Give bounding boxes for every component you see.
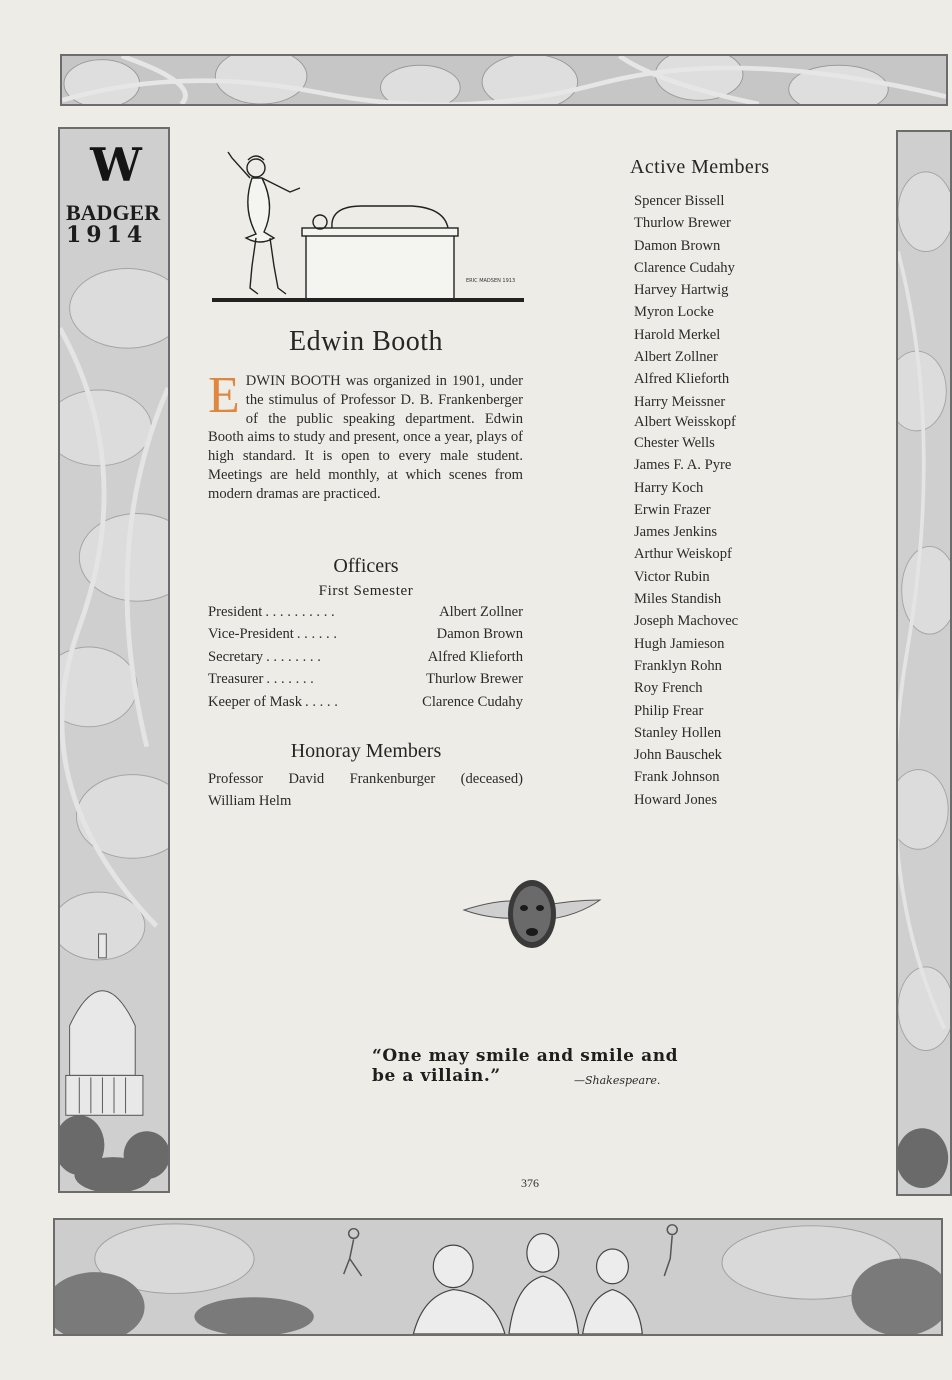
officer-row bbox=[208, 669, 523, 692]
leaf-pattern-icon bbox=[62, 56, 946, 104]
active-member: Chester Wells bbox=[634, 434, 715, 451]
officers-list bbox=[208, 601, 523, 714]
active-member: Miles Standish bbox=[634, 591, 722, 608]
emblem-year: 1914 bbox=[66, 222, 148, 248]
active-member: Howard Jones bbox=[634, 791, 718, 808]
active-member: Erwin Frazer bbox=[634, 501, 711, 518]
active-member: Franklyn Rohn bbox=[634, 657, 722, 674]
officer-name: Albert Zollner bbox=[439, 603, 523, 620]
quote-attribution: —Shakespeare. bbox=[574, 1074, 661, 1087]
officer-role: Secretary bbox=[208, 648, 264, 665]
emblem-letter: W bbox=[90, 138, 142, 192]
active-member: Victor Rubin bbox=[634, 568, 710, 585]
active-member: Albert Weisskopf bbox=[634, 413, 736, 430]
officer-role: Vice-President bbox=[208, 626, 294, 643]
officer-row bbox=[208, 691, 523, 714]
officer-dots: . . . . . . . . . . bbox=[265, 603, 335, 620]
officers-heading: Officers bbox=[333, 555, 399, 577]
officer-role: Keeper of Mask bbox=[208, 693, 303, 710]
active-member: Damon Brown bbox=[634, 237, 721, 254]
right-decorative-border bbox=[896, 130, 952, 1196]
officer-row bbox=[208, 646, 523, 669]
officer-dots: . . . . . bbox=[305, 693, 338, 710]
honorary-members-heading: Honoray Members bbox=[290, 740, 442, 762]
capitol-dome-icon bbox=[60, 129, 168, 1191]
active-member: John Bauschek bbox=[634, 747, 722, 764]
active-member: Frank Johnson bbox=[634, 769, 720, 786]
officer-name: Alfred Klieforth bbox=[427, 648, 523, 665]
active-member: Clarence Cudahy bbox=[634, 259, 735, 276]
cloud-pattern-icon bbox=[898, 132, 950, 1194]
officer-name: Thurlow Brewer bbox=[426, 671, 523, 688]
semester-heading: First Semester bbox=[318, 583, 414, 599]
active-member: Spencer Bissell bbox=[634, 193, 725, 209]
active-members-list bbox=[634, 190, 834, 811]
officer-row bbox=[208, 624, 523, 647]
active-member: Roy French bbox=[634, 680, 703, 697]
left-decorative-border bbox=[58, 127, 170, 1193]
active-member: Joseph Machovec bbox=[634, 613, 739, 630]
active-member: Harry Meissner bbox=[634, 393, 726, 410]
active-member: James Jenkins bbox=[634, 524, 718, 541]
active-members-heading: Active Members bbox=[630, 156, 770, 178]
honorary-member: Professor David Frankenburger (deceased) bbox=[208, 771, 523, 787]
officer-name: Damon Brown bbox=[436, 626, 523, 643]
illustration-signature: ERIC MADSEN 1913 bbox=[466, 278, 516, 284]
top-decorative-border bbox=[60, 54, 948, 106]
officer-row bbox=[208, 601, 523, 624]
active-member: Stanley Hollen bbox=[634, 724, 722, 741]
officer-dots: . . . . . . bbox=[296, 626, 337, 643]
drop-cap-letter: E bbox=[208, 367, 240, 424]
quote-text: “One may smile and smile and be a villain.” bbox=[372, 1046, 679, 1086]
active-member: Harry Koch bbox=[634, 479, 704, 496]
active-member: Alfred Klieforth bbox=[634, 371, 730, 388]
active-member: Myron Locke bbox=[634, 304, 714, 321]
page-number: 376 bbox=[521, 1176, 539, 1190]
actor-illustration-icon bbox=[212, 148, 524, 308]
active-member: Arthur Weiskopf bbox=[634, 546, 732, 563]
club-introduction bbox=[208, 367, 523, 504]
honorary-members-list bbox=[208, 768, 523, 812]
active-member: Philip Frear bbox=[634, 702, 704, 719]
tennis-scene-icon bbox=[55, 1220, 941, 1334]
honorary-member: William Helm bbox=[208, 793, 292, 809]
emblem-name: BADGER bbox=[66, 200, 161, 225]
officer-role: Treasurer bbox=[208, 671, 264, 688]
bottom-decorative-border bbox=[53, 1218, 943, 1336]
active-member: Hugh Jamieson bbox=[634, 635, 725, 652]
active-member: James F. A. Pyre bbox=[634, 457, 732, 474]
active-member: Thurlow Brewer bbox=[634, 215, 731, 232]
active-member: Harold Merkel bbox=[634, 326, 721, 343]
officer-name: Clarence Cudahy bbox=[422, 693, 523, 710]
club-title: Edwin Booth bbox=[288, 326, 444, 357]
intro-text: DWIN BOOTH was organized in 1901, under the stimulus of Professor D. B. Frankenberger of the public speaking department. Edwin Booth aims to study and present, once a year, plays of high standard. It is open to every male student. Meetings are held monthly, at which scenes from modern dramas are practiced. bbox=[208, 373, 523, 502]
theatre-mask-icon bbox=[462, 870, 602, 956]
active-member: Harvey Hartwig bbox=[634, 282, 729, 299]
officer-dots: . . . . . . . bbox=[266, 671, 314, 688]
officer-role: President bbox=[208, 603, 263, 620]
active-member: Albert Zollner bbox=[634, 349, 718, 366]
officer-dots: . . . . . . . . bbox=[266, 648, 321, 665]
